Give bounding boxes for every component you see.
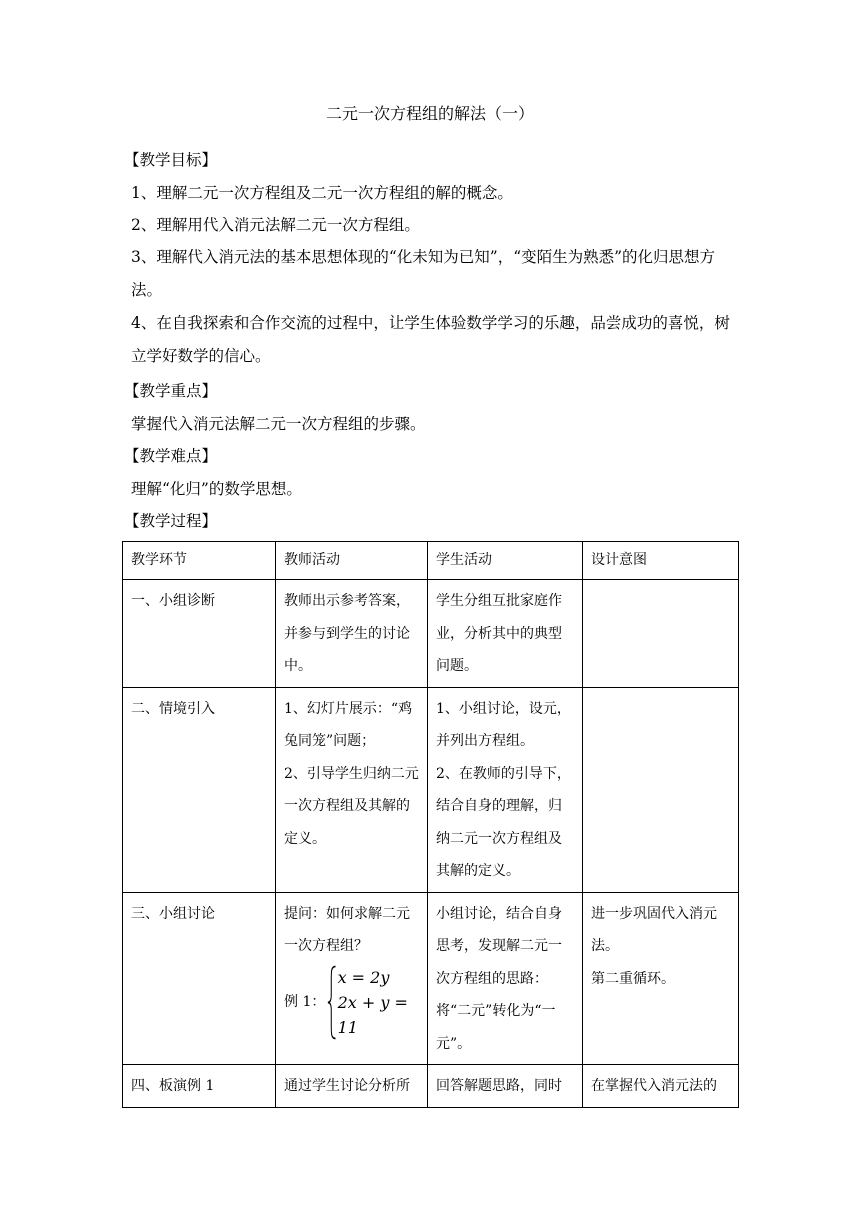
goal-item-4: 4、在自我探索和合作交流的过程中，让学生体验数学学习的乐趣，品尝成功的喜悦，树立学好数学的信心。 — [131, 314, 730, 365]
header-teacher: 教师活动 — [276, 542, 428, 580]
stage-cell: 二、情境引入 — [123, 687, 276, 892]
goals-section — [124, 144, 731, 242]
intent-cell — [583, 1065, 739, 1108]
student-cell — [428, 580, 583, 688]
student-cell — [428, 892, 583, 1065]
table-row — [123, 892, 739, 1065]
student-text: 1、小组讨论，设元，并列出方程组。 — [436, 700, 571, 749]
teacher-cell — [276, 687, 428, 892]
header-student: 学生活动 — [428, 542, 583, 580]
difficulty-text: 理解“化归”的数学思想。 — [131, 479, 302, 498]
intent-cell — [583, 892, 739, 1065]
stage-cell: 一、小组诊断 — [123, 580, 276, 688]
teacher-cell — [276, 1065, 428, 1108]
goal-item-1: 1、理解二元一次方程组及二元一次方程组的解的概念。 — [131, 183, 513, 202]
teacher-cell — [276, 580, 428, 688]
table-row — [123, 1065, 739, 1108]
student-text: 回答解题思路，同时 — [436, 1078, 562, 1094]
stage-cell: 四、板演例 1 — [123, 1065, 276, 1108]
equation-2: 2x + y = 11 — [337, 992, 408, 1037]
intent-text: 第二重循环。 — [591, 970, 675, 987]
teacher-text: 提问：如何求解二元一次方程组？ — [284, 905, 410, 954]
teacher-text: 通过学生讨论分析所 — [284, 1078, 410, 1094]
document-title: 二元一次方程组的解法（一） — [325, 104, 534, 123]
teacher-text: 2、引导学生归纳二元一次方程组及其解的定义。 — [284, 765, 419, 847]
student-text: 2、在教师的引导下，结合自身的理解，归纳二元一次方程组及其解的定义。 — [436, 765, 571, 879]
key-point-heading: 【教学重点】 — [124, 382, 218, 400]
header-stage: 教学环节 — [123, 542, 276, 580]
left-brace-icon — [327, 965, 337, 1040]
key-point-section — [124, 375, 731, 538]
goal-item-3: 3、理解代入消元法的基本思想体现的“化未知为已知”，“变陌生为熟悉”的化归思想方法。 — [131, 248, 716, 299]
key-point-text: 掌握代入消元法解二元一次方程组的步骤。 — [131, 414, 426, 433]
teacher-text: 1、幻灯片展示：“鸡兔同笼”问题； — [284, 700, 413, 749]
equation-1: x = 2y — [337, 967, 390, 987]
student-text: 小组讨论，结合自身思考，发现解二元一次方程组的思路：将“二元”转化为“一元”。 — [436, 905, 562, 1052]
example-label: 例 1： — [284, 993, 326, 1010]
student-cell — [428, 687, 583, 892]
process-heading: 【教学过程】 — [124, 512, 218, 530]
equation-system — [327, 965, 419, 1040]
student-text: 学生分组互批家庭作业，分析其中的典型问题。 — [436, 593, 562, 674]
stage-cell: 三、小组讨论 — [123, 892, 276, 1065]
difficulty-heading: 【教学难点】 — [124, 447, 218, 465]
teacher-cell — [276, 892, 428, 1065]
student-cell — [428, 1065, 583, 1108]
table-row — [123, 580, 739, 688]
goal-item-2: 2、理解用代入消元法解二元一次方程组。 — [131, 216, 420, 234]
table-header-row — [123, 542, 739, 580]
header-intent: 设计意图 — [583, 542, 739, 580]
teacher-text: 教师出示参考答案，并参与到学生的讨论中。 — [284, 593, 410, 674]
goals-heading: 【教学目标】 — [124, 151, 218, 169]
intent-text: 进一步巩固代入消元法。 — [591, 905, 717, 954]
intent-cell — [583, 580, 739, 688]
example-1 — [284, 965, 419, 1040]
intent-cell — [583, 687, 739, 892]
teaching-process-table — [122, 541, 739, 1108]
intent-text: 在掌握代入消元法的 — [591, 1078, 717, 1094]
table-row — [123, 687, 739, 892]
